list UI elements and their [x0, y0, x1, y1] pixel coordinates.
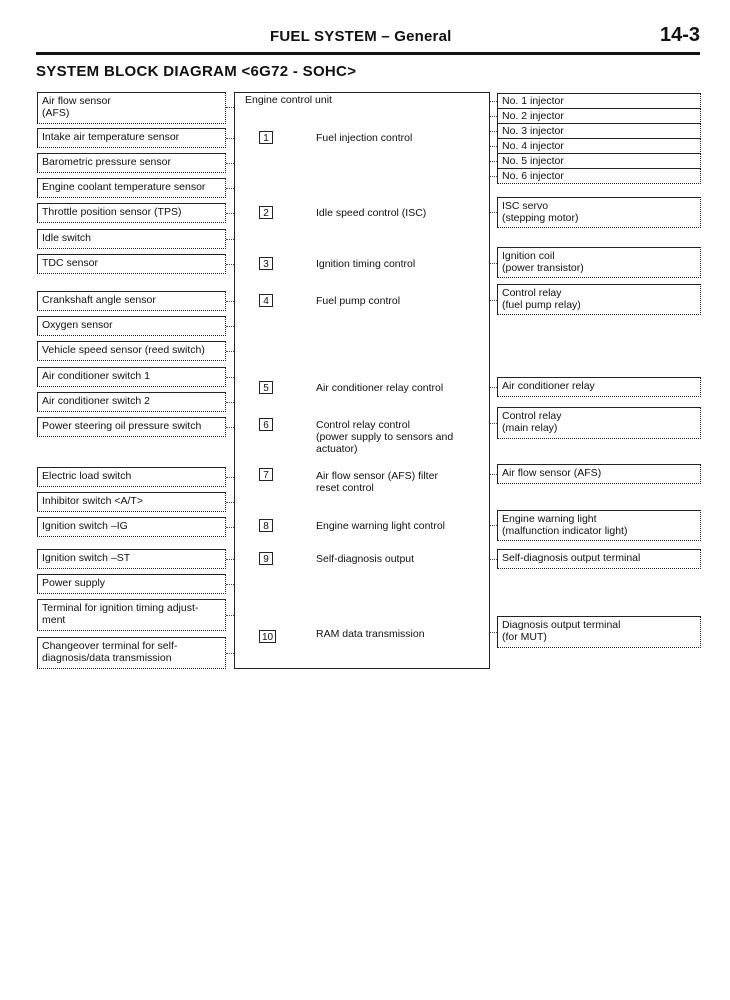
- input-wire: [226, 584, 234, 585]
- input-label: Engine coolant temperature sensor: [42, 181, 206, 193]
- output-label: No. 6 injector: [502, 170, 564, 182]
- input-tps: [37, 203, 226, 223]
- function-number: 9: [259, 552, 273, 565]
- output-label: Air flow sensor (AFS): [502, 467, 602, 479]
- input-label: Air conditioner switch 2: [42, 395, 150, 407]
- output-wire: [490, 559, 497, 560]
- input-ac-switch-2: [37, 392, 226, 412]
- input-coolant-temp: [37, 178, 226, 198]
- output-ac-relay: [497, 377, 701, 397]
- output-fuel-pump-relay: [497, 284, 701, 315]
- output-wire: [490, 116, 497, 117]
- input-label: Air flow sensor (AFS): [42, 95, 111, 119]
- function-label: Air conditioner relay control: [316, 382, 444, 394]
- input-wire: [226, 477, 234, 478]
- input-label: Power steering oil pressure switch: [42, 420, 202, 432]
- output-label: No. 4 injector: [502, 140, 564, 152]
- output-wire: [490, 632, 497, 633]
- input-wire: [226, 615, 234, 616]
- output-warning-light: [497, 510, 701, 541]
- function-label: Ignition timing control: [316, 258, 416, 270]
- output-wire: [490, 474, 497, 475]
- input-crank-angle: [37, 291, 226, 311]
- output-injector-3: [497, 123, 701, 139]
- output-label: Self-diagnosis output terminal: [502, 552, 641, 564]
- output-wire: [490, 176, 497, 177]
- input-wire: [226, 351, 234, 352]
- input-label: Changeover terminal for self- diagnosis/data transmission: [42, 640, 178, 664]
- input-label: Throttle position sensor (TPS): [42, 206, 182, 218]
- function-number: 1: [259, 131, 273, 144]
- function-label: Idle speed control (ISC): [316, 207, 427, 219]
- input-label: Oxygen sensor: [42, 319, 113, 331]
- output-wire: [490, 161, 497, 162]
- input-wire: [226, 527, 234, 528]
- input-label: Crankshaft angle sensor: [42, 294, 156, 306]
- input-label: Inhibitor switch <A/T>: [42, 495, 143, 507]
- input-label: Ignition switch –IG: [42, 520, 128, 532]
- function-label: Self-diagnosis output: [316, 553, 415, 565]
- function-label: Air flow sensor (AFS) filter reset control: [316, 470, 438, 494]
- output-afs: [497, 464, 701, 484]
- output-injector-2: [497, 108, 701, 124]
- output-label: Engine warning light (malfunction indicator light): [502, 513, 628, 537]
- input-inhibitor: [37, 492, 226, 512]
- input-oxygen: [37, 316, 226, 336]
- output-diagnosis-terminal-mut: [497, 616, 701, 648]
- input-idle-switch: [37, 229, 226, 249]
- input-tdc: [37, 254, 226, 274]
- function-number: 4: [259, 294, 273, 307]
- section-header: FUEL SYSTEM – General: [270, 28, 452, 45]
- function-number: 3: [259, 257, 273, 270]
- input-intake-air-temp: [37, 128, 226, 148]
- page-number: 14-3: [659, 24, 700, 46]
- output-self-diagnosis-terminal: [497, 549, 701, 569]
- output-label: No. 5 injector: [502, 155, 564, 167]
- input-wire: [226, 559, 234, 560]
- input-wire: [226, 326, 234, 327]
- input-wire: [226, 163, 234, 164]
- output-label: No. 1 injector: [502, 95, 564, 107]
- ecu-title: Engine control unit: [245, 94, 332, 106]
- input-label: Power supply: [42, 577, 106, 589]
- input-wire: [226, 502, 234, 503]
- input-ac-switch-1: [37, 367, 226, 387]
- input-ps-oil-pressure: [37, 417, 226, 437]
- input-electric-load: [37, 467, 226, 487]
- input-afs: [37, 92, 226, 124]
- function-label: RAM data transmission: [316, 628, 425, 640]
- function-label: Fuel injection control: [316, 132, 413, 144]
- input-timing-terminal: [37, 599, 226, 631]
- function-number: 2: [259, 206, 273, 219]
- output-wire: [490, 131, 497, 132]
- output-label: Ignition coil (power transistor): [502, 250, 584, 274]
- input-wire: [226, 107, 234, 108]
- input-wire: [226, 427, 234, 428]
- output-label: Diagnosis output terminal (for MUT): [502, 619, 621, 643]
- input-wire: [226, 188, 234, 189]
- input-wire: [226, 138, 234, 139]
- output-label: No. 3 injector: [502, 125, 564, 137]
- function-label: Control relay control (power supply to sensors and actuator): [316, 419, 454, 455]
- input-label: Electric load switch: [42, 470, 132, 482]
- output-wire: [490, 525, 497, 526]
- output-wire: [490, 300, 497, 301]
- output-injector-1: [497, 93, 701, 109]
- input-wire: [226, 377, 234, 378]
- function-label: Fuel pump control: [316, 295, 401, 307]
- output-wire: [490, 101, 497, 102]
- input-label: Ignition switch –ST: [42, 552, 131, 564]
- output-label: Air conditioner relay: [502, 380, 595, 392]
- input-vehicle-speed: [37, 341, 226, 361]
- input-label: Barometric pressure sensor: [42, 156, 171, 168]
- input-label: Air conditioner switch 1: [42, 370, 150, 382]
- input-label: TDC sensor: [42, 257, 99, 269]
- output-label: Control relay (fuel pump relay): [502, 287, 581, 311]
- diagram-title: SYSTEM BLOCK DIAGRAM <6G72 - SOHC>: [36, 63, 357, 80]
- output-isc-servo: [497, 197, 701, 228]
- output-main-relay: [497, 407, 701, 439]
- header-rule: [36, 52, 700, 55]
- input-label: Vehicle speed sensor (reed switch): [42, 344, 205, 356]
- output-injector-5: [497, 153, 701, 169]
- input-label: Terminal for ignition timing adjust- ment: [42, 602, 199, 626]
- input-label: Idle switch: [42, 232, 92, 244]
- input-ignition-st: [37, 549, 226, 569]
- function-label: Engine warning light control: [316, 520, 445, 532]
- input-wire: [226, 213, 234, 214]
- input-wire: [226, 264, 234, 265]
- output-injector-6: [497, 168, 701, 184]
- output-label: Control relay (main relay): [502, 410, 562, 434]
- input-barometric: [37, 153, 226, 173]
- output-ignition-coil: [497, 247, 701, 278]
- input-changeover-terminal: [37, 637, 226, 669]
- output-wire: [490, 263, 497, 264]
- function-number: 7: [259, 468, 273, 481]
- input-wire: [226, 301, 234, 302]
- output-wire: [490, 387, 497, 388]
- output-injector-4: [497, 138, 701, 154]
- input-label: Intake air temperature sensor: [42, 131, 180, 143]
- output-wire: [490, 212, 497, 213]
- input-wire: [226, 239, 234, 240]
- output-wire: [490, 423, 497, 424]
- output-label: No. 2 injector: [502, 110, 564, 122]
- output-label: ISC servo (stepping motor): [502, 200, 579, 224]
- function-number: 8: [259, 519, 273, 532]
- function-number: 10: [259, 630, 276, 643]
- input-power-supply: [37, 574, 226, 594]
- input-ignition-ig: [37, 517, 226, 537]
- input-wire: [226, 402, 234, 403]
- input-wire: [226, 653, 234, 654]
- function-number: 6: [259, 418, 273, 431]
- output-wire: [490, 146, 497, 147]
- function-number: 5: [259, 381, 273, 394]
